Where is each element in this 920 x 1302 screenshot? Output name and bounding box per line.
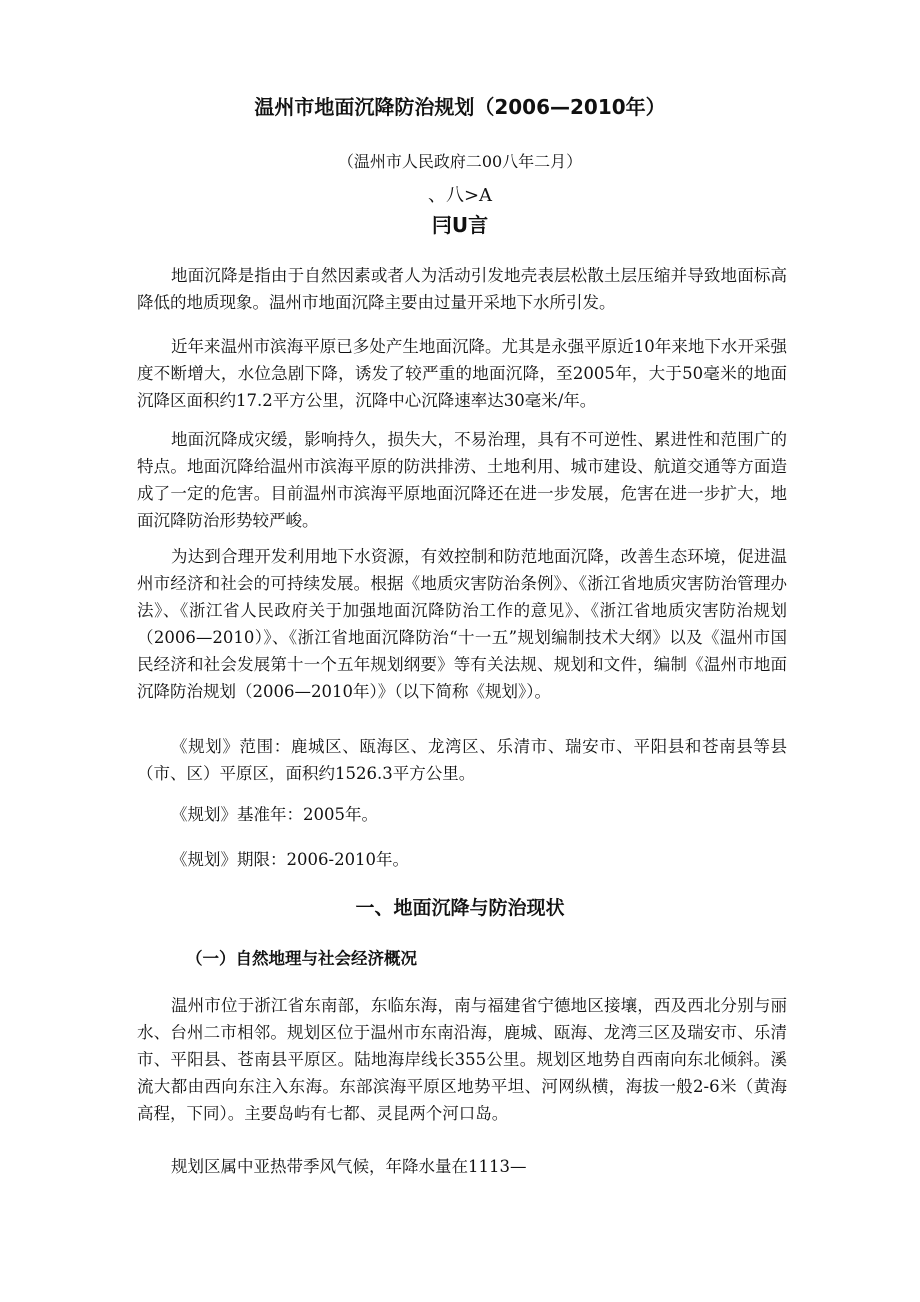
period-paragraph: 《规划》期限：2006-2010年。 (171, 850, 410, 869)
document-subtitle: （温州市人民政府二00八年二月） (337, 152, 583, 171)
scope-paragraph: 《规划》范围：鹿城区、瓯海区、龙湾区、乐清市、瑞安市、平阳县和苍南县等县（市、区）平原区，面积约1526.3平方公里。 (137, 737, 787, 783)
preface-paragraph-2: 近年来温州市滨海平原已多处产生地面沉降。尤其是永强平原近10年来地下水开采强度不断增大，水位急剧下降，诱发了较严重的地面沉降，至2005年，大于50毫米的地面沉降区面积约17.2平方公里，沉降中心沉降速率达30毫米/年。 (137, 337, 787, 410)
base-year-paragraph: 《规划》基准年：2005年。 (171, 805, 378, 824)
preface-paragraph-1: 地面沉降是指由于自然因素或者人为活动引发地壳表层松散土层压缩并导致地面标高降低的地质现象。温州市地面沉降主要由过量开采地下水所引发。 (137, 266, 787, 312)
climate-paragraph: 规划区属中亚热带季风气候，年降水量在1113— (171, 1157, 527, 1176)
subsection-heading: （一）自然地理与社会经济概况 (186, 949, 417, 968)
preface-glyph: 、八>A (427, 185, 493, 206)
section-heading: 一、地面沉降与防治现状 (355, 897, 565, 919)
geography-paragraph: 温州市位于浙江省东南部，东临东海，南与福建省宁德地区接壤，西及西北分别与丽水、台州二市相邻。规划区位于温州市东南沿海，鹿城、瓯海、龙湾三区及瑞安市、乐清市、平阳县、苍南县平原区。陆地海岸线长355公里。规划区地势自西南向东北倾斜。溪流大都由西向东注入东海。东部滨海平原区地势平坦、河网纵横，海拔一般2-6米（黄海高程，下同）。主要岛屿有七都、灵昆两个河口岛。 (137, 996, 787, 1123)
preface-heading: 冃U言 (431, 213, 489, 237)
preface-paragraph-3: 地面沉降成灾缓，影响持久，损失大，不易治理，具有不可逆性、累进性和范围广的特点。地面沉降给温州市滨海平原的防洪排涝、土地利用、城市建设、航道交通等方面造成了一定的危害。目前温州市滨海平原地面沉降还在进一步发展，危害在进一步扩大，地面沉降防治形势较严峻。 (137, 430, 787, 530)
document-title: 温州市地面沉降防治规划（2006—2010年） (254, 95, 666, 119)
preface-paragraph-4: 为达到合理开发利用地下水资源，有效控制和防范地面沉降，改善生态环境，促进温州市经济和社会的可持续发展。根据《地质灾害防治条例》、《浙江省地质灾害防治管理办法》、《浙江省人民政府关于加强地面沉降防治工作的意见》、《浙江省地质灾害防治规划（2006—2010）》、《浙江省地面沉降防治“十一五”规划编制技术大纲》以及《温州市国民经济和社会发展第十一个五年规划纲要》等有关法规、规划和文件，编制《温州市地面沉降防治规划（2006—2010年）》（以下简称《规划》）。 (137, 547, 787, 701)
